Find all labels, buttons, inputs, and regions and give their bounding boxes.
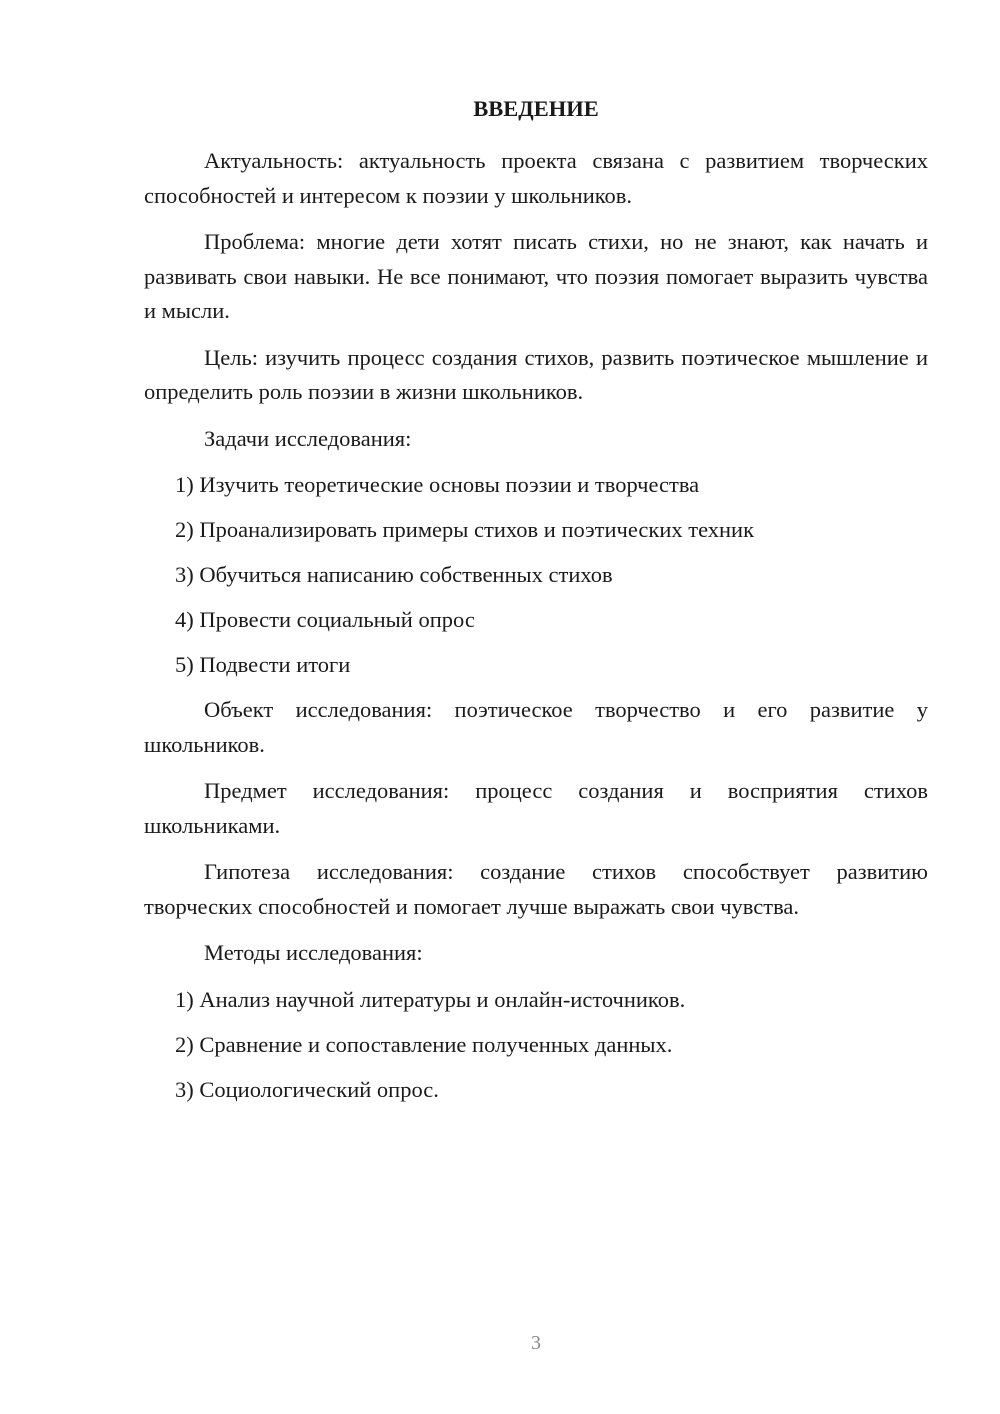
method-item <box>144 1073 928 1108</box>
method-text: Социологический опрос. <box>199 1076 439 1102</box>
method-number: 2) <box>175 1031 200 1057</box>
method-item <box>144 983 928 1018</box>
task-number: 4) <box>175 607 200 632</box>
problem-paragraph: Проблема: многие дети хотят писать стихи, но не знают, как начать и развивать свои навыки. Не все понимают, что поэзия помогает выразить чувства и мысли. <box>144 229 928 323</box>
page-number: 3 <box>531 1332 541 1354</box>
tasks-heading: Задачи исследования: <box>204 425 412 451</box>
task-text: Подвести итоги <box>199 652 351 677</box>
subject-paragraph: Предмет исследования: процесс создания и восприятия стихов школьниками. <box>144 778 928 838</box>
task-text: Проанализировать примеры стихов и поэтических техник <box>199 517 755 542</box>
task-item <box>144 648 928 683</box>
task-number: 3) <box>175 562 200 587</box>
task-item <box>144 603 928 638</box>
method-number: 3) <box>175 1076 200 1102</box>
task-number: 2) <box>175 517 200 542</box>
page-title: ВВЕДЕНИЕ <box>473 96 599 121</box>
task-text: Обучиться написанию собственных стихов <box>199 562 613 587</box>
object-paragraph: Объект исследования: поэтическое творчество и его развитие у школьников. <box>144 697 928 757</box>
task-text: Провести социальный опрос <box>199 607 475 632</box>
relevance-paragraph: Актуальность: актуальность проекта связана с развитием творческих способностей и интересом к поэзии у школьников. <box>144 148 928 208</box>
goal-paragraph: Цель: изучить процесс создания стихов, развить поэтическое мышление и определить роль поэзии в жизни школьников. <box>144 344 928 404</box>
method-item <box>144 1028 928 1063</box>
methods-heading: Методы исследования: <box>204 940 423 965</box>
method-text: Анализ научной литературы и онлайн-источников. <box>199 986 686 1012</box>
task-item <box>144 468 928 503</box>
page-content <box>144 92 928 1118</box>
task-number: 1) <box>175 472 200 497</box>
method-number: 1) <box>175 986 200 1012</box>
task-number: 5) <box>175 652 200 677</box>
method-text: Сравнение и сопоставление полученных данных. <box>199 1031 673 1057</box>
task-item <box>144 513 928 548</box>
task-item <box>144 558 928 593</box>
hypothesis-paragraph: Гипотеза исследования: создание стихов способствует развитию творческих способностей и помогает лучше выражать свои чувства. <box>144 859 928 919</box>
task-text: Изучить теоретические основы поэзии и творчества <box>199 472 700 497</box>
